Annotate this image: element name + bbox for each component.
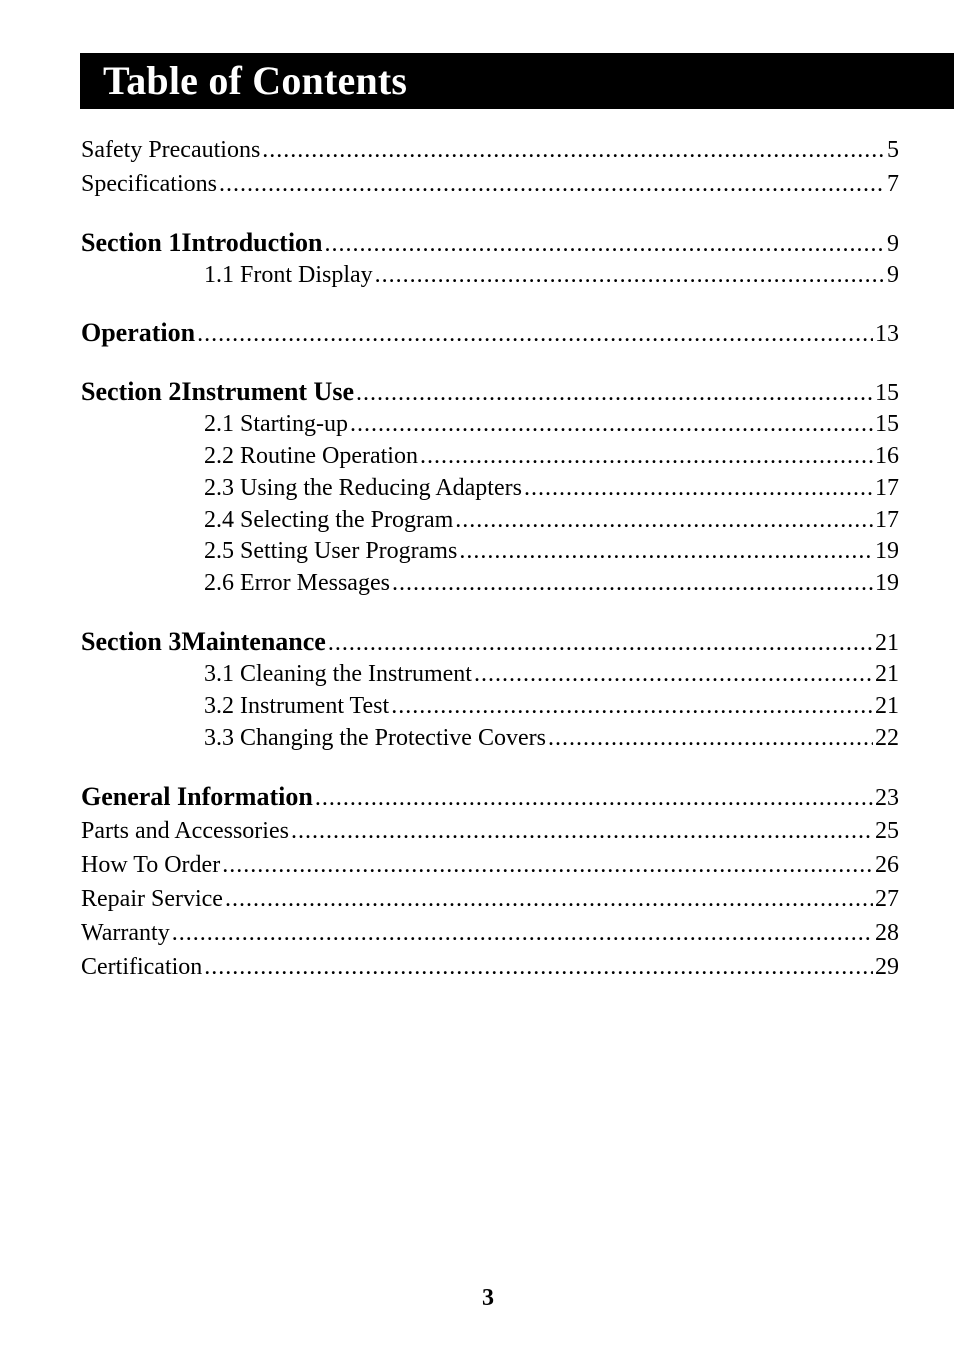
- toc-entry-title: 2.4 Selecting the Program: [204, 507, 454, 533]
- section-number: Section 3: [81, 627, 182, 656]
- dot-leader: [315, 781, 873, 815]
- toc-entry-2-2[interactable]: [204, 439, 899, 473]
- toc-entry-title: Specifications: [81, 171, 217, 197]
- toc-entry-page: 15: [875, 411, 899, 437]
- toc-entry-page: 7: [887, 171, 899, 197]
- toc-entry-title: Introduction: [181, 228, 323, 257]
- toc-entry-3-3[interactable]: [204, 721, 899, 755]
- toc-entry-page: 22: [875, 725, 899, 751]
- dot-leader: [420, 439, 873, 473]
- toc-entry-section-2[interactable]: [81, 375, 899, 409]
- toc-entry-repair-service[interactable]: [81, 882, 899, 916]
- toc-entry-title: Repair Service: [81, 886, 223, 912]
- dot-leader: [474, 657, 873, 691]
- dot-leader: [291, 814, 873, 848]
- toc-entry-section-1[interactable]: [81, 226, 899, 260]
- toc-entry-title: Maintenance: [181, 627, 326, 656]
- toc-entry-2-5[interactable]: [204, 534, 899, 568]
- toc-entry-title: Certification: [81, 954, 203, 980]
- dot-leader: [222, 848, 873, 882]
- dot-leader: [262, 133, 885, 167]
- toc-entry-page: 29: [875, 954, 899, 980]
- toc-entry-2-6[interactable]: [204, 566, 899, 600]
- toc-entry-page: 13: [875, 321, 899, 347]
- toc-entry-general-information[interactable]: [81, 780, 899, 814]
- toc-entry-3-1[interactable]: [204, 657, 899, 691]
- dot-leader: [350, 407, 873, 441]
- toc-entry-how-to-order[interactable]: [81, 848, 899, 882]
- dot-leader: [172, 916, 873, 950]
- toc-entry-1-1[interactable]: [204, 258, 899, 292]
- dot-leader: [392, 566, 873, 600]
- dot-leader: [197, 317, 873, 351]
- toc-entry-page: 5: [887, 137, 899, 163]
- dot-leader: [391, 689, 873, 723]
- toc-entry-title: 3.3 Changing the Protective Covers: [204, 725, 546, 751]
- section-number: Section 1: [81, 228, 182, 257]
- dot-leader: [455, 503, 873, 537]
- toc-entry-2-3[interactable]: [204, 471, 899, 505]
- toc-entry-title: How To Order: [81, 852, 221, 878]
- toc-entry-page: 21: [875, 693, 899, 719]
- toc-entry-title: Warranty: [81, 920, 170, 946]
- toc-entry-page: 28: [875, 920, 899, 946]
- toc-entry-page: 15: [875, 380, 899, 406]
- toc-entry-page: 27: [875, 886, 899, 912]
- dot-leader: [204, 950, 873, 984]
- section-number: Section 2: [81, 377, 182, 406]
- dot-leader: [325, 227, 886, 261]
- dot-leader: [219, 167, 885, 201]
- toc-entry-title: 2.3 Using the Reducing Adapters: [204, 475, 522, 501]
- toc-entry-2-1[interactable]: [204, 407, 899, 441]
- toc-entry-3-2[interactable]: [204, 689, 899, 723]
- dot-leader: [548, 721, 873, 755]
- dot-leader: [459, 534, 873, 568]
- toc-entry-page: 23: [875, 785, 899, 811]
- toc-entry-page: 21: [875, 661, 899, 687]
- toc-entry-specifications[interactable]: [81, 167, 899, 201]
- toc-entry-page: 19: [875, 570, 899, 596]
- toc-entry-page: 9: [887, 262, 899, 288]
- dot-leader: [328, 626, 873, 660]
- toc-entry-title: 2.6 Error Messages: [204, 570, 390, 596]
- page-title: Table of Contents: [103, 58, 408, 103]
- toc-entry-title: 3.2 Instrument Test: [204, 693, 390, 719]
- toc-entry-page: 17: [875, 507, 899, 533]
- toc-entry-title: 2.5 Setting User Programs: [204, 538, 458, 564]
- toc-entry-certification[interactable]: [81, 950, 899, 984]
- toc-entry-title: 3.1 Cleaning the Instrument: [204, 661, 472, 687]
- toc-entry-warranty[interactable]: [81, 916, 899, 950]
- toc-entry-page: 17: [875, 475, 899, 501]
- toc-entry-title: 2.1 Starting-up: [204, 411, 348, 437]
- toc-entry-title: 1.1 Front Display: [204, 262, 373, 288]
- toc-entry-page: 16: [875, 443, 899, 469]
- toc-entry-title: General Information: [81, 782, 313, 811]
- dot-leader: [524, 471, 873, 505]
- dot-leader: [375, 258, 885, 292]
- toc-entry-title: Parts and Accessories: [81, 818, 289, 844]
- dot-leader: [225, 882, 873, 916]
- dot-leader: [356, 376, 873, 410]
- title-bar: [80, 53, 954, 109]
- toc-entry-page: 19: [875, 538, 899, 564]
- toc-entry-page: 25: [875, 818, 899, 844]
- toc-entry-safety-precautions[interactable]: [81, 133, 899, 167]
- toc-entry-title: 2.2 Routine Operation: [204, 443, 418, 469]
- toc-entry-title: Operation: [81, 318, 196, 347]
- toc-entry-title: Safety Precautions: [81, 137, 261, 163]
- toc-entry-section-3[interactable]: [81, 625, 899, 659]
- toc-entry-title: Instrument Use: [181, 377, 354, 406]
- toc-entry-page: 26: [875, 852, 899, 878]
- page-number: 3: [482, 1285, 494, 1311]
- toc-entry-page: 9: [887, 231, 899, 257]
- toc-entry-page: 21: [875, 630, 899, 656]
- toc-entry-operation[interactable]: [81, 316, 899, 350]
- toc-entry-parts-and-accessories[interactable]: [81, 814, 899, 848]
- toc-entry-2-4[interactable]: [204, 503, 899, 537]
